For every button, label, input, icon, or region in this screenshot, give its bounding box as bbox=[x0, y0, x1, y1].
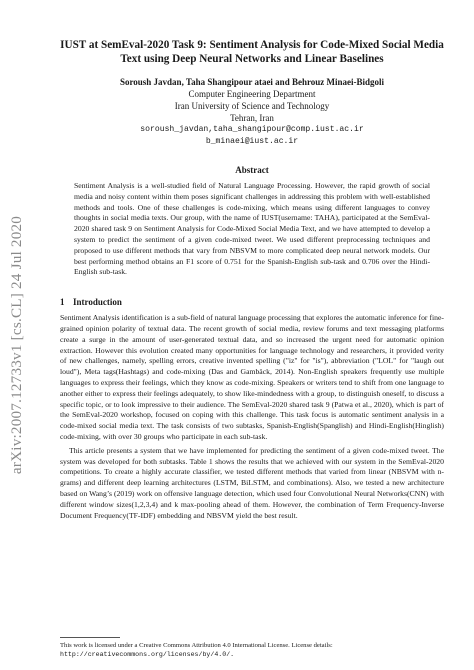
affiliation-city: Tehran, Iran bbox=[230, 113, 274, 123]
intro-paragraph-2: This article presents a system that we have implemented for predicting the sentiment of a given code-mixed tweet. The system was developed for both subtasks. Table 1 shows the results that we achieved with our system in the SemEval-2020 competitions. To create a highly accurate classifier, we tested different methods that varied from linear (NBSVM with n-grams) and different deep learning architectures (LSTM, BiLSTM, and combinations). Also, we tested a new architecture based on Wang’s (2019) work on offensive language detection, which used four Convolutional Neural Networks(CNN) with different window sizes(1,2,3,4) and k max-pooling ahead of them. However, the combination of Term Frequency-Inverse Document Frequency(TF-IDF) embedding and NBSVM yield the best result. bbox=[60, 445, 444, 520]
affiliation-department: Computer Engineering Department bbox=[188, 89, 316, 99]
section-heading bbox=[60, 297, 444, 307]
paper-page bbox=[60, 38, 444, 521]
section-title: Introduction bbox=[73, 297, 122, 308]
affiliation-university: Iran University of Science and Technology bbox=[174, 101, 330, 111]
footnote-text: This work is licensed under a Creative Commons Attribution 4.0 International License. License details: bbox=[60, 642, 333, 649]
abstract-heading: Abstract bbox=[235, 165, 269, 175]
arxiv-stamp bbox=[6, 135, 28, 555]
license-url: http://creativecommons.org/licenses/by/4.0/. bbox=[60, 650, 235, 658]
paper-title: IUST at SemEval-2020 Task 9: Sentiment Analysis for Code-Mixed Social Media Text using Deep Neural Networks and Linear Baselines bbox=[60, 39, 444, 65]
arxiv-identifier: arXiv:2007.12733v1 [cs.CL] 24 Jul 2020 bbox=[8, 215, 25, 475]
license-footnote bbox=[60, 642, 444, 659]
author-emails-1: soroush_javdan,taha_shangipour@comp.iust.ac.ir bbox=[140, 125, 364, 134]
section-number: 1 bbox=[60, 297, 65, 308]
abstract-text: Sentiment Analysis is a well-studied field of Natural Language Processing. However, the rapid growth of social media and noisy content within them poses significant challenges in addressing this problem with well-established methods and tools. One of these challenges is code-mixing, which means using different languages to convey thoughts in social media texts. Our group, with the name of IUST(username: TAHA), participated at the SemEval-2020 shared task 9 on Sentiment Analysis for Code-Mixed Social Media Text, and we have attempted to develop a system to predict the sentiment of a given code-mixed tweet. We used different preprocessing techniques and proposed to use different methods that vary from NBSVM to more complicated deep neural network models. Our best performing method obtains an F1 score of 0.751 for the Spanish-English sub-task and 0.706 over the Hindi-English sub-task. bbox=[74, 181, 430, 277]
intro-paragraph-1: Sentiment Analysis identification is a sub-field of natural language processing that explores the automatic inference for fine-grained opinion polarity of textual data. The recent growth of social media, review forums and text messaging platforms create a surge in the amount of user-generated textual data, and so increased the urgent need for automatic opinion extraction. However this evolution created many opportunities for language technology and researchers, it provided verity of new challenges, namely, spelling errors, creative invented spelling ("iz" for "is"), abbreviation ("LOL" for "laugh out loud"), Meta tags(Hashtags) and code-mixing (Das and Gambäck, 2014). Non-English speakers frequently use multiple languages to express their feelings, which they know as code-mixing. Speakers or writers tend to shift from one language to another either to express their feelings adequately, to show like-mindedness with a group, to distinguish oneself, to discuss a specific topic, or to look impressive to their audience. The SemEval-2020 shared task 9 (Patwa et al., 2020), which is part of the SemEval-2020 workshop, focused on coping with this challenge. This task focus is automatic sentiment analysis in a code-mixed social media text. The task consists of two subtasks, Spanish-English(Spanglish) and Hindi-English(Hinglish) code-mixing, with over 30 groups who participate in each sub-task. bbox=[60, 313, 444, 441]
author-emails-2: b_minaei@iust.ac.ir bbox=[205, 137, 299, 146]
footnote-divider bbox=[60, 637, 120, 638]
author-list: Soroush Javdan, Taha Shangipour ataei and Behrouz Minaei-Bidgoli bbox=[119, 77, 385, 87]
